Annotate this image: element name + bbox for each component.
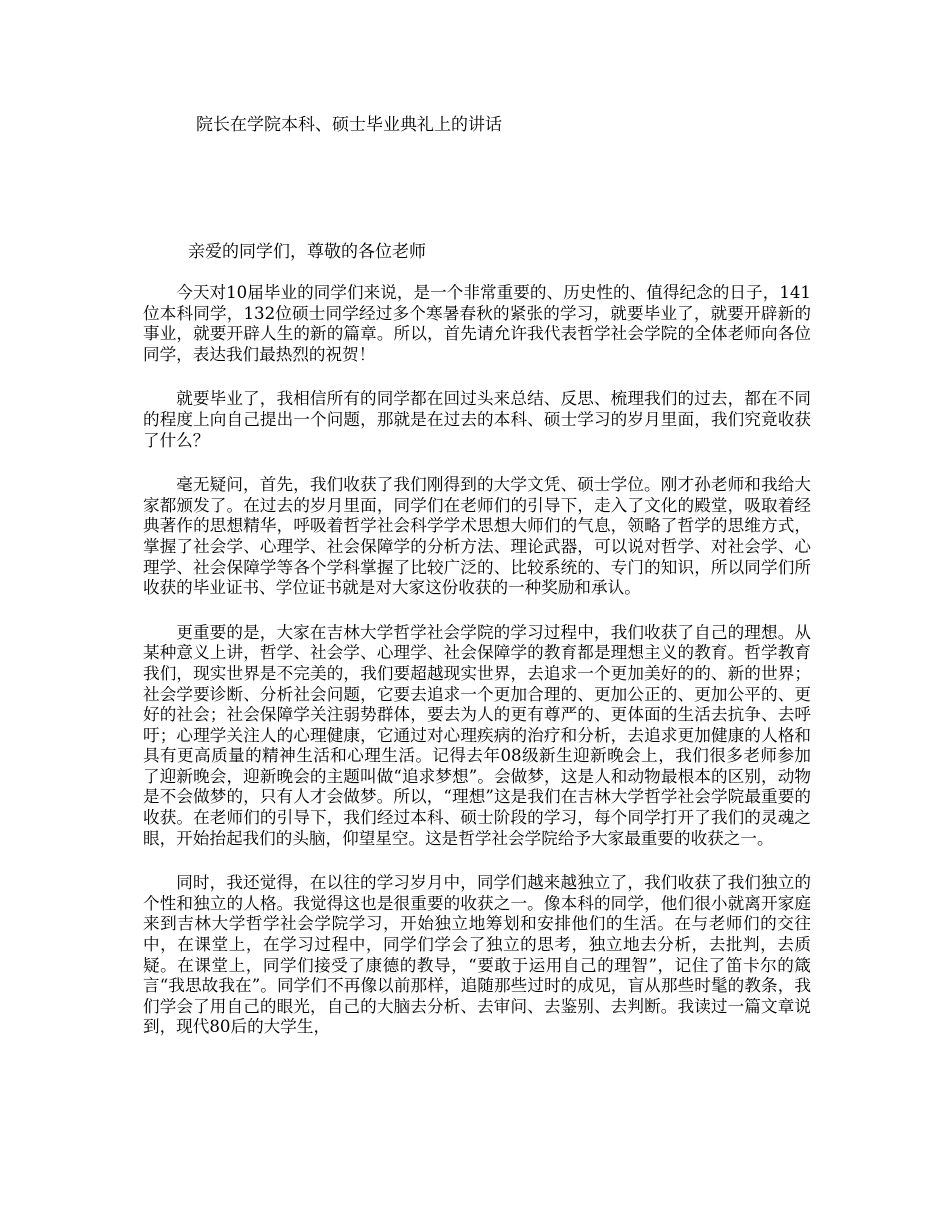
paragraph-4: 更重要的是，大家在吉林大学哲学社会学院的学习过程中，我们收获了自己的理想。从某种意义上讲，哲学、社会学、心理学、社会保障学的教育都是理想主义的教育。哲学教育我们，现实世界是不完美的，我们要超越现实世界，去追求一个更加美好的的、新的世界；社会学要诊断、分析社会问题，它要去追求一个更加合理的、更加公正的、更加公平的、更好的社会；社会保障学关注弱势群体，要去为人的更有尊严的、更体面的生活去抗争、去呼吁；心理学关注人的心理健康，它通过对心理疾病的治疗和分析，去追求更加健康的人格和具有更高质量的精神生活和心理生活。记得去年08级新生迎新晚会上，我们很多老师参加了迎新晚会，迎新晚会的主题叫做“追求梦想”。会做梦，这是人和动物最根本的区别，动物是不会做梦的，只有人才会做梦。所以，“理想”这是我们在吉林大学哲学社会学院最重要的收获。在老师们的引导下，我们经过本科、硕士阶段的学习，每个同学打开了我们的灵魂之眼，开始抬起我们的头脑，仰望星空。这是哲学社会学院给予大家最重要的收获之一。	[143, 622, 811, 848]
paragraph-1: 今天对10届毕业的同学们来说，是一个非常重要的、历史性的、值得纪念的日子，141位本科同学，132位硕士同学经过多个寒暑春秋的紧张的学习，就要毕业了，就要开辟新的事业，就要开辟人生的新的篇章。所以，首先请允许我代表哲学社会学院的全体老师向各位同学，表达我们最热烈的祝贺！	[143, 283, 811, 364]
salutation: 亲爱的同学们，尊敬的各位老师	[188, 242, 426, 262]
paragraph-2: 就要毕业了，我相信所有的同学都在回过头来总结、反思、梳理我们的过去，都在不同的程度上向自己提出一个问题，那就是在过去的本科、硕士学习的岁月里面，我们究竟收获了什么？	[143, 389, 811, 450]
paragraph-3: 毫无疑问，首先，我们收获了我们刚得到的大学文凭、硕士学位。刚才孙老师和我给大家都颁发了。在过去的岁月里面，同学们在老师们的引导下，走入了文化的殿堂，吸取着经典著作的思想精华，呼吸着哲学社会科学学术思想大师们的气息，领略了哲学的思维方式，掌握了社会学、心理学、社会保障学的分析方法、理论武器，可以说对哲学、对社会学、心理学、社会保障学等各个学科掌握了比较广泛的、比较系统的、专门的知识，所以同学们所收获的毕业证书、学位证书就是对大家这份收获的一种奖励和承认。	[143, 475, 811, 598]
document-title: 院长在学院本科、硕士毕业典礼上的讲话	[196, 115, 502, 135]
speech-body	[143, 283, 811, 1062]
paragraph-5: 同时，我还觉得，在以往的学习岁月中，同学们越来越独立了，我们收获了我们独立的个性和独立的人格。我觉得这也是很重要的收获之一。像本科的同学，他们很小就离开家庭来到吉林大学哲学社会学院学习，开始独立地筹划和安排他们的生活。在与老师们的交往中，在课堂上，在学习过程中，同学们学会了独立的思考，独立地去分析，去批判，去质疑。在课堂上，同学们接受了康德的教导，“要敢于运用自己的理智”，记住了笛卡尔的箴言“我思故我在”。同学们不再像以前那样，追随那些过时的成见，盲从那些时髦的教条，我们学会了用自己的眼光，自己的大脑去分析、去审问、去鉴别、去判断。我读过一篇文章说到，现代80后的大学生，	[143, 873, 811, 1037]
